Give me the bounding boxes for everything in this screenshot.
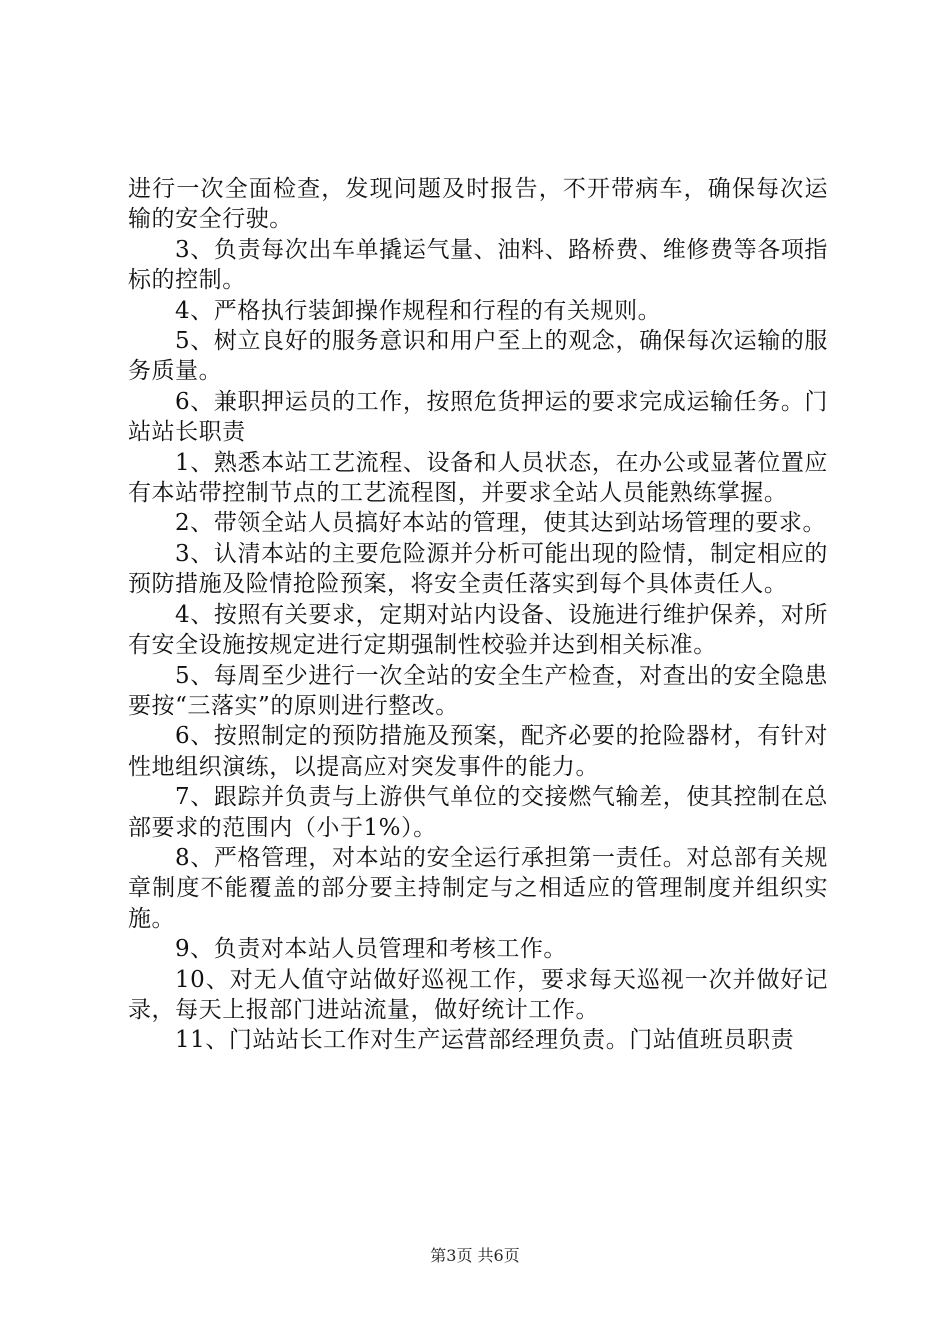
paragraph-station-item-6: 6、按照制定的预防措施及预案，配齐必要的抢险器材，有针对性地组织演练，以提高应对突发事件的能力。	[128, 723, 828, 780]
paragraph-station-item-1: 1、熟悉本站工艺流程、设备和人员状态，在办公或显著位置应有本站带控制节点的工艺流程图，并要求全站人员能熟练掌握。	[128, 449, 828, 507]
paragraph-item-4: 4、严格执行装卸操作规程和行程的有关规则。	[175, 297, 662, 324]
paragraph-station-item-8: 8、严格管理，对本站的安全运行承担第一责任。对总部有关规章制度不能覆盖的部分要主持制定与之相适应的管理制度并组织实施。	[128, 844, 828, 932]
paragraph-station-item-11: 11、门站站长工作对生产运营部经理负责。门站值班员职责	[175, 1027, 795, 1054]
paragraph-station-item-7: 7、跟踪并负责与上游供气单位的交接燃气输差，使其控制在总部要求的范围内（小于1%）。	[128, 784, 828, 841]
paragraph-station-item-10: 10、对无人值守站做好巡视工作，要求每天巡视一次并做好记录，每天上报部门进站流量，做好统计工作。	[128, 966, 828, 1023]
page-number-footer: 第3页 共6页	[430, 1246, 520, 1265]
paragraph-station-item-3: 3、认清本站的主要危险源并分析可能出现的险情，制定相应的预防措施及险情抢险预案，将安全责任落实到每个具体责任人。	[128, 540, 828, 598]
paragraph-station-item-9: 9、负责对本站人员管理和考核工作。	[175, 936, 567, 963]
paragraph-item-3: 3、负责每次出车单撬运气量、油料、路桥费、维修费等各项指标的控制。	[128, 236, 828, 294]
paragraph-station-item-5: 5、每周至少进行一次全站的安全生产检查，对查出的安全隐患要按“三落实”的原则进行整改。	[128, 662, 828, 719]
document-body	[128, 174, 828, 1056]
paragraph-item-5: 5、树立良好的服务意识和用户至上的观念，确保每次运输的服务质量。	[128, 328, 828, 385]
paragraph-continuation: 进行一次全面检查，发现问题及时报告，不开带病车，确保每次运输的安全行驶。	[128, 176, 828, 233]
paragraph-station-item-4: 4、按照有关要求，定期对站内设备、设施进行维护保养，对所有安全设施按规定进行定期强制性校验并达到相关标准。	[128, 601, 828, 659]
paragraph-item-6: 6、兼职押运员的工作，按照危货押运的要求完成运输任务。门站站长职责	[128, 388, 828, 446]
paragraph-station-item-2: 2、带领全站人员搞好本站的管理，使其达到站场管理的要求。	[175, 510, 827, 537]
